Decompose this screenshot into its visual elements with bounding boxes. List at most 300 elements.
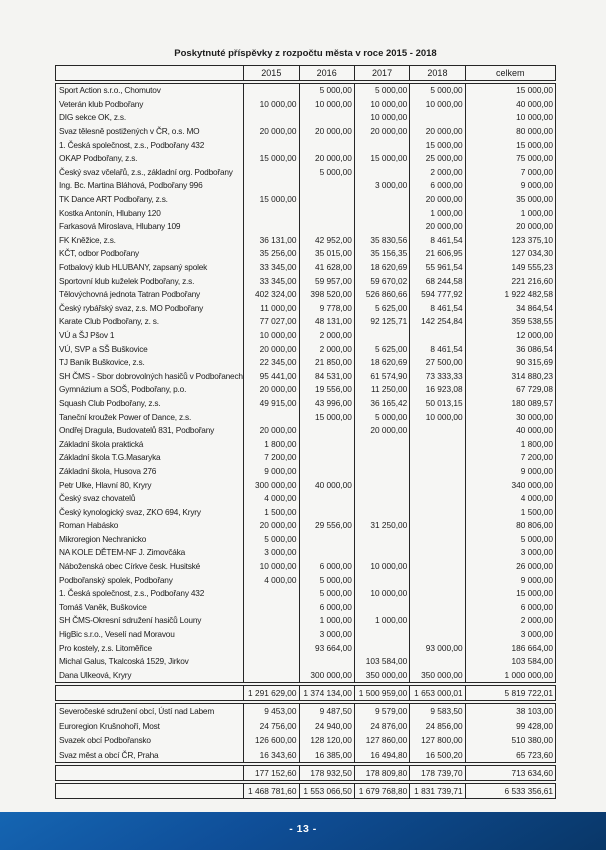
amount-cell: 6 000,00: [299, 600, 354, 614]
contributions-table: [55, 65, 556, 801]
amount-cell: 5 000,00: [299, 586, 354, 600]
total-amount-cell: 123 375,10: [465, 233, 555, 247]
amount-cell: 5 000,00: [409, 84, 464, 98]
table-row: [56, 614, 555, 628]
grand-total-box: [55, 783, 556, 799]
amount-cell: 1 468 781,60: [243, 784, 298, 798]
amount-cell: 16 494,80: [354, 747, 409, 762]
amount-cell: [299, 138, 354, 152]
total-amount-cell: 127 034,30: [465, 247, 555, 261]
amount-cell: 16 385,00: [299, 747, 354, 762]
amount-cell: 19 556,00: [299, 383, 354, 397]
amount-cell: 36 131,00: [243, 233, 298, 247]
org-name-cell: HigBic s.r.o., Veselí nad Moravou: [59, 629, 175, 640]
table-row: [56, 138, 555, 152]
table-row: [56, 733, 555, 748]
amount-cell: 178 932,50: [299, 766, 354, 780]
amount-cell: [354, 328, 409, 342]
org-name-cell: [56, 686, 243, 700]
amount-cell: 5 000,00: [299, 573, 354, 587]
amount-cell: [354, 451, 409, 465]
amount-cell: 35 156,35: [354, 247, 409, 261]
amount-cell: 402 324,00: [243, 287, 298, 301]
amount-cell: 24 756,00: [243, 718, 298, 733]
amount-cell: 15 000,00: [354, 151, 409, 165]
table-row: [56, 355, 555, 369]
org-name-cell: Kostka Antonín, Hlubany 120: [59, 207, 161, 218]
amount-cell: 48 131,00: [299, 315, 354, 329]
total-amount-cell: 12 000,00: [465, 328, 555, 342]
total-amount-cell: 2 000,00: [465, 614, 555, 628]
amount-cell: [409, 614, 464, 628]
amount-cell: 59 957,00: [299, 274, 354, 288]
amount-cell: 178 809,80: [354, 766, 409, 780]
amount-cell: 398 520,00: [299, 287, 354, 301]
amount-cell: [354, 206, 409, 220]
org-name-cell: Základní škola praktická: [59, 438, 144, 449]
amount-cell: 21 850,00: [299, 355, 354, 369]
table-row: [56, 600, 555, 614]
amount-cell: 36 165,42: [354, 396, 409, 410]
total-amount-cell: 1 000,00: [465, 206, 555, 220]
amount-cell: 10 000,00: [243, 328, 298, 342]
main-rows-box: [55, 83, 556, 683]
table-row: [56, 97, 555, 111]
amount-cell: 1 291 629,00: [243, 686, 298, 700]
table-row: [56, 66, 555, 80]
table-row: [56, 573, 555, 587]
amount-cell: [354, 165, 409, 179]
table-row: [56, 478, 555, 492]
amount-cell: 127 860,00: [354, 733, 409, 748]
amount-cell: [409, 627, 464, 641]
total-amount-cell: 30 000,00: [465, 410, 555, 424]
amount-cell: 9 778,00: [299, 301, 354, 315]
amount-cell: [354, 219, 409, 233]
amount-cell: 4 000,00: [243, 491, 298, 505]
amount-cell: 55 961,54: [409, 260, 464, 274]
org-name-cell: Farkasová Miroslava, Hlubany 109: [59, 221, 181, 232]
total-amount-cell: 1 800,00: [465, 437, 555, 451]
table-row: [56, 437, 555, 451]
table-row: [56, 532, 555, 546]
table-row: [56, 519, 555, 533]
amount-cell: [354, 464, 409, 478]
amount-cell: 16 923,08: [409, 383, 464, 397]
total-amount-cell: 1 500,00: [465, 505, 555, 519]
amount-cell: 300 000,00: [243, 478, 298, 492]
total-amount-cell: 510 380,00: [465, 733, 555, 748]
amount-cell: 5 000,00: [354, 410, 409, 424]
org-name-cell: NA KOLE DĚTEM-NF J. Zimovčáka: [59, 547, 186, 558]
amount-cell: 35 830,56: [354, 233, 409, 247]
page-footer: [0, 812, 606, 850]
amount-cell: [243, 165, 298, 179]
amount-cell: 142 254,84: [409, 315, 464, 329]
amount-cell: 350 000,00: [354, 668, 409, 682]
total-amount-cell: 359 538,55: [465, 315, 555, 329]
amount-cell: 1 000,00: [354, 614, 409, 628]
table-row: [56, 84, 555, 98]
table-row: [56, 247, 555, 261]
total-amount-cell: 34 864,54: [465, 301, 555, 315]
amount-cell: [409, 328, 464, 342]
amount-cell: 20 000,00: [409, 219, 464, 233]
org-name-cell: Český rybářský svaz, z.s. MO Podbořany: [59, 302, 204, 313]
amount-cell: [299, 219, 354, 233]
amount-cell: 5 625,00: [354, 301, 409, 315]
table-row: [56, 559, 555, 573]
amount-cell: [299, 654, 354, 668]
amount-cell: [354, 437, 409, 451]
amount-cell: 1 000,00: [299, 614, 354, 628]
org-name-cell: [56, 784, 243, 798]
amount-cell: 15 000,00: [243, 151, 298, 165]
org-name-cell: Severočeské sdružení obcí, Ústí nad Labem: [59, 705, 215, 716]
amount-cell: 1 679 768,80: [354, 784, 409, 798]
total-amount-cell: 149 555,23: [465, 260, 555, 274]
amount-cell: 40 000,00: [299, 478, 354, 492]
amount-cell: [409, 532, 464, 546]
amount-cell: 1 831 739,71: [409, 784, 464, 798]
amount-cell: [409, 654, 464, 668]
amount-cell: 20 000,00: [409, 124, 464, 138]
total-amount-cell: 1 922 482,58: [465, 287, 555, 301]
table-row: [56, 410, 555, 424]
page-title: Poskytnuté příspěvky z rozpočtu města v roce 2015 - 2018: [174, 48, 437, 59]
table-row: [56, 219, 555, 233]
org-name-cell: Karate Club Podbořany, z. s.: [59, 316, 159, 327]
table-row: [56, 260, 555, 274]
amount-cell: 2 000,00: [299, 328, 354, 342]
amount-cell: 3 000,00: [354, 179, 409, 193]
amount-cell: 2 000,00: [409, 165, 464, 179]
amount-cell: 35 256,00: [243, 247, 298, 261]
amount-cell: 178 739,70: [409, 766, 464, 780]
total-amount-cell: 40 000,00: [465, 97, 555, 111]
amount-cell: 10 000,00: [354, 586, 409, 600]
amount-cell: 93 664,00: [299, 641, 354, 655]
amount-cell: 25 000,00: [409, 151, 464, 165]
amount-cell: 127 800,00: [409, 733, 464, 748]
amount-cell: 8 461,54: [409, 233, 464, 247]
org-name-cell: Veterán klub Podbořany: [59, 98, 144, 109]
total-amount-cell: 15 000,00: [465, 84, 555, 98]
total-amount-cell: 90 315,69: [465, 355, 555, 369]
amount-cell: 1 500 959,00: [354, 686, 409, 700]
amount-cell: [243, 668, 298, 682]
table-row: [56, 342, 555, 356]
amount-cell: 31 250,00: [354, 519, 409, 533]
amount-cell: 594 777,92: [409, 287, 464, 301]
amount-cell: 9 583,50: [409, 704, 464, 719]
amount-cell: 24 876,00: [354, 718, 409, 733]
amount-cell: [243, 84, 298, 98]
amount-cell: [243, 627, 298, 641]
table-row: [56, 586, 555, 600]
amount-cell: 1 553 066,50: [299, 784, 354, 798]
amount-cell: 24 856,00: [409, 718, 464, 733]
amount-cell: 21 606,95: [409, 247, 464, 261]
amount-cell: 10 000,00: [409, 410, 464, 424]
org-name-cell: Squash Club Podbořany, z.s.: [59, 397, 161, 408]
total-amount-cell: 20 000,00: [465, 219, 555, 233]
amount-cell: 9 487,50: [299, 704, 354, 719]
org-name-cell: DIG sekce OK, z.s.: [59, 112, 126, 123]
org-name-cell: Svaz tělesně postižených v ČR, o.s. MO: [59, 126, 200, 137]
org-name-cell: Michal Galus, Tkalcoská 1529, Jirkov: [59, 656, 189, 667]
org-name-cell: [56, 66, 243, 80]
amount-cell: [299, 111, 354, 125]
amount-cell: 77 027,00: [243, 315, 298, 329]
amount-cell: [299, 179, 354, 193]
amount-cell: 8 461,54: [409, 342, 464, 356]
amount-cell: 5 000,00: [299, 165, 354, 179]
amount-cell: 300 000,00: [299, 668, 354, 682]
total-amount-cell: 340 000,00: [465, 478, 555, 492]
org-name-cell: Sportovní klub kuželek Podbořany, z.s.: [59, 275, 195, 286]
org-name-cell: FK Kněžice, z.s.: [59, 234, 116, 245]
amount-cell: [354, 478, 409, 492]
table-row: [56, 124, 555, 138]
table-row: [56, 505, 555, 519]
total-amount-cell: 3 000,00: [465, 627, 555, 641]
org-name-cell: Náboženská obec Církve česk. Husitské: [59, 561, 201, 572]
total-amount-cell: 35 000,00: [465, 192, 555, 206]
amount-cell: [409, 423, 464, 437]
amount-cell: [243, 138, 298, 152]
table-row: [56, 784, 555, 798]
table-row: [56, 233, 555, 247]
total-amount-cell: 9 000,00: [465, 573, 555, 587]
total-amount-cell: 7 000,00: [465, 165, 555, 179]
amount-cell: 42 952,00: [299, 233, 354, 247]
total-amount-cell: 221 216,60: [465, 274, 555, 288]
amount-cell: [354, 138, 409, 152]
table-row: [56, 668, 555, 682]
amount-cell: 1 653 000,01: [409, 686, 464, 700]
total-amount-cell: 180 089,57: [465, 396, 555, 410]
table-row: [56, 766, 555, 780]
amount-cell: 35 015,00: [299, 247, 354, 261]
table-row: [56, 686, 555, 700]
total-amount-cell: celkem: [465, 66, 555, 80]
amount-cell: [243, 206, 298, 220]
total-amount-cell: 6 000,00: [465, 600, 555, 614]
amount-cell: 1 800,00: [243, 437, 298, 451]
amount-cell: 10 000,00: [299, 97, 354, 111]
amount-cell: 20 000,00: [299, 124, 354, 138]
amount-cell: 10 000,00: [354, 559, 409, 573]
org-name-cell: VÚ, SVP a SŠ Buškovice: [59, 343, 148, 354]
amount-cell: [243, 219, 298, 233]
amount-cell: [409, 451, 464, 465]
amount-cell: [243, 654, 298, 668]
amount-cell: 15 000,00: [409, 138, 464, 152]
amount-cell: [409, 600, 464, 614]
total-amount-cell: 38 103,00: [465, 704, 555, 719]
total-amount-cell: 15 000,00: [465, 586, 555, 600]
org-name-cell: Ing. Bc. Martina Bláhová, Podbořany 996: [59, 180, 203, 191]
amount-cell: [243, 600, 298, 614]
amount-cell: 11 000,00: [243, 301, 298, 315]
table-row: [56, 274, 555, 288]
amount-cell: 20 000,00: [299, 151, 354, 165]
amount-cell: [409, 491, 464, 505]
amount-cell: 59 670,02: [354, 274, 409, 288]
total-amount-cell: 186 664,00: [465, 641, 555, 655]
amount-cell: 9 000,00: [243, 464, 298, 478]
amount-cell: 20 000,00: [243, 423, 298, 437]
amount-cell: 2 000,00: [299, 342, 354, 356]
amount-cell: 18 620,69: [354, 260, 409, 274]
amount-cell: 2016: [299, 66, 354, 80]
org-name-cell: 1. Česká společnost, z.s., Podbořany 432: [59, 139, 205, 150]
org-name-cell: SH ČMS - Sbor dobrovolných hasičů v Podbořanech: [59, 370, 243, 381]
amount-cell: 10 000,00: [409, 97, 464, 111]
table-row: [56, 287, 555, 301]
amount-cell: 7 200,00: [243, 451, 298, 465]
total-amount-cell: 80 806,00: [465, 519, 555, 533]
table-row: [56, 627, 555, 641]
amount-cell: [409, 546, 464, 560]
amount-cell: 2017: [354, 66, 409, 80]
amount-cell: [409, 586, 464, 600]
amount-cell: 33 345,00: [243, 274, 298, 288]
amount-cell: 177 152,60: [243, 766, 298, 780]
amount-cell: 350 000,00: [409, 668, 464, 682]
table-row: [56, 328, 555, 342]
amount-cell: 95 441,00: [243, 369, 298, 383]
amount-cell: 43 996,00: [299, 396, 354, 410]
org-name-cell: VÚ a ŠJ Pšov 1: [59, 329, 115, 340]
amount-cell: 20 000,00: [243, 383, 298, 397]
amount-cell: 20 000,00: [243, 519, 298, 533]
amount-cell: 3 000,00: [299, 627, 354, 641]
amount-cell: [299, 546, 354, 560]
total-amount-cell: 6 533 356,61: [465, 784, 555, 798]
amount-cell: 1 374 134,00: [299, 686, 354, 700]
org-name-cell: Český svaz chovatelů: [59, 493, 136, 504]
org-name-cell: 1. Česká společnost, z.s., Podbořany 432: [59, 588, 205, 599]
org-name-cell: Petr Ulke, Hlavní 80, Kryry: [59, 479, 152, 490]
amount-cell: [243, 111, 298, 125]
table-row: [56, 654, 555, 668]
amount-cell: [299, 192, 354, 206]
total-amount-cell: 67 729,08: [465, 383, 555, 397]
org-name-cell: Podbořanský spolek, Podbořany: [59, 574, 173, 585]
amount-cell: 16 343,60: [243, 747, 298, 762]
total-amount-cell: 4 000,00: [465, 491, 555, 505]
amount-cell: 10 000,00: [243, 559, 298, 573]
amount-cell: [243, 179, 298, 193]
org-name-cell: Tomáš Vaněk, Buškovice: [59, 601, 147, 612]
table-row: [56, 179, 555, 193]
amount-cell: 20 000,00: [243, 124, 298, 138]
amount-cell: [299, 505, 354, 519]
total-amount-cell: 10 000,00: [465, 111, 555, 125]
amount-cell: [354, 627, 409, 641]
table-row: [56, 315, 555, 329]
amount-cell: [354, 532, 409, 546]
amount-cell: [243, 410, 298, 424]
table-row: [56, 641, 555, 655]
table-row: [56, 423, 555, 437]
total-amount-cell: 99 428,00: [465, 718, 555, 733]
org-name-cell: Tělovýchovná jednota Tatran Podbořany: [59, 289, 200, 300]
amount-cell: [354, 573, 409, 587]
municipal-subtotal-box: [55, 765, 556, 781]
page-number: - 13 -: [289, 823, 317, 835]
amount-cell: 22 345,00: [243, 355, 298, 369]
org-name-cell: Dana Ulkeová, Kryry: [59, 669, 132, 680]
amount-cell: 10 000,00: [243, 97, 298, 111]
amount-cell: 61 574,90: [354, 369, 409, 383]
amount-cell: [299, 464, 354, 478]
org-name-cell: Gymnázium a SOŠ, Podbořany, p.o.: [59, 384, 187, 395]
amount-cell: 126 600,00: [243, 733, 298, 748]
total-amount-cell: 26 000,00: [465, 559, 555, 573]
total-amount-cell: 7 200,00: [465, 451, 555, 465]
org-name-cell: Ondřej Dragula, Budovatelů 831, Podbořany: [59, 425, 215, 436]
total-amount-cell: 75 000,00: [465, 151, 555, 165]
total-amount-cell: 5 000,00: [465, 532, 555, 546]
table-row: [56, 301, 555, 315]
table-row: [56, 369, 555, 383]
amount-cell: 18 620,69: [354, 355, 409, 369]
org-name-cell: [56, 766, 243, 780]
amount-cell: 68 244,58: [409, 274, 464, 288]
table-row: [56, 451, 555, 465]
amount-cell: 10 000,00: [354, 111, 409, 125]
amount-cell: 8 461,54: [409, 301, 464, 315]
table-row: [56, 704, 555, 719]
table-row: [56, 718, 555, 733]
amount-cell: [409, 519, 464, 533]
amount-cell: 526 860,66: [354, 287, 409, 301]
amount-cell: 92 125,71: [354, 315, 409, 329]
amount-cell: 5 000,00: [354, 84, 409, 98]
amount-cell: [299, 451, 354, 465]
table-row: [56, 383, 555, 397]
amount-cell: [354, 192, 409, 206]
total-amount-cell: 713 634,60: [465, 766, 555, 780]
org-name-cell: SH ČMS-Okresní sdružení hasičů Louny: [59, 615, 202, 626]
amount-cell: [354, 505, 409, 519]
amount-cell: [354, 546, 409, 560]
org-name-cell: Euroregion Krušnohoří, Most: [59, 720, 160, 731]
org-name-cell: TK Dance ART Podbořany, z.s.: [59, 194, 168, 205]
amount-cell: 15 000,00: [299, 410, 354, 424]
total-amount-cell: 65 723,60: [465, 747, 555, 762]
total-amount-cell: 5 819 722,01: [465, 686, 555, 700]
amount-cell: 1 000,00: [409, 206, 464, 220]
amount-cell: 2015: [243, 66, 298, 80]
amount-cell: 20 000,00: [354, 124, 409, 138]
amount-cell: 20 000,00: [354, 423, 409, 437]
total-amount-cell: 9 000,00: [465, 179, 555, 193]
table-row: [56, 111, 555, 125]
amount-cell: [299, 437, 354, 451]
amount-cell: [409, 437, 464, 451]
org-name-cell: Český svaz včelařů, z.s., základní org. Podbořany: [59, 166, 233, 177]
table-row: [56, 151, 555, 165]
amount-cell: [299, 423, 354, 437]
table-row: [56, 206, 555, 220]
amount-cell: 2018: [409, 66, 464, 80]
amount-cell: 11 250,00: [354, 383, 409, 397]
amount-cell: 128 120,00: [299, 733, 354, 748]
